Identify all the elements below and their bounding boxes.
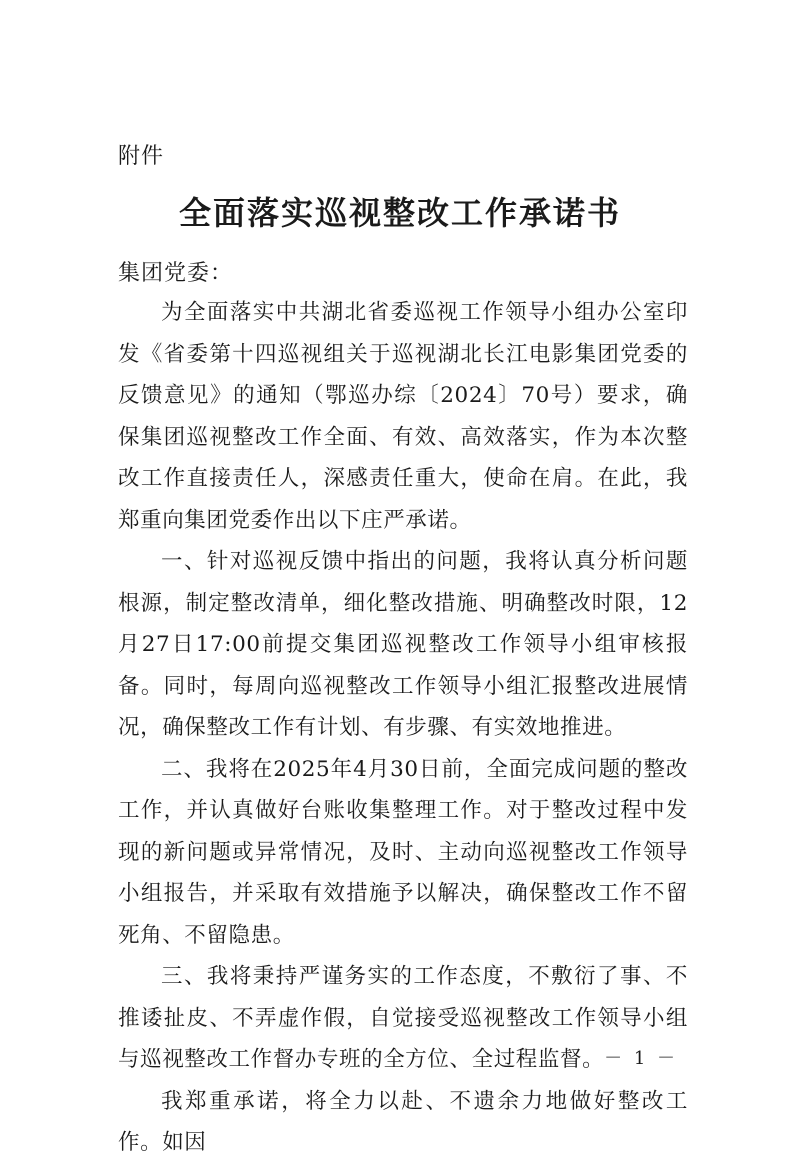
document-body <box>118 292 688 1164</box>
attachment-label: 附件 <box>118 144 165 169</box>
paragraph-commitment-3: 三、我将秉持严谨务实的工作态度，不敷衍了事、不推诿扯皮、不弄虚作假，自觉接受巡视整改工作领导小组与巡视整改工作督办专班的全方位、全过程监督。 <box>118 964 688 1072</box>
paragraph-commitment-2: 二、我将在2025年4月30日前，全面完成问题的整改工作，并认真做好台账收集整理工作。对于整改过程中发现的新问题或异常情况，及时、主动向巡视整改工作领导小组报告，并采取有效措施予以解决，确保整改工作不留死角、不留隐患。 <box>118 756 688 948</box>
paragraph-commitment-1: 一、针对巡视反馈中指出的问题，我将认真分析问题根源，制定整改清单，细化整改措施、明确整改时限，12月27日17:00前提交集团巡视整改工作领导小组审核报备。同时，每周向巡视整改工作领导小组汇报整改进展情况，确保整改工作有计划、有步骤、有实效地推进。 <box>118 549 688 740</box>
document-title: 全面落实巡视整改工作承诺书 <box>178 194 621 232</box>
salutation: 集团党委： <box>118 261 234 286</box>
paragraph-intro: 为全面落实中共湖北省委巡视工作领导小组办公室印发《省委第十四巡视组关于巡视湖北长江电影集团党委的反馈意见》的通知（鄂巡办综〔2024〕70号）要求，确保集团巡视整改工作全面、有效、高效落实，作为本次整改工作直接责任人，深感责任重大，使命在肩。在此，我郑重向集团党委作出以下庄严承诺。 <box>118 300 688 533</box>
page-number: － 1 － <box>604 1048 678 1069</box>
paragraph-closing: 我郑重承诺，将全力以赴、不遗余力地做好整改工作。如因 <box>118 1088 688 1155</box>
